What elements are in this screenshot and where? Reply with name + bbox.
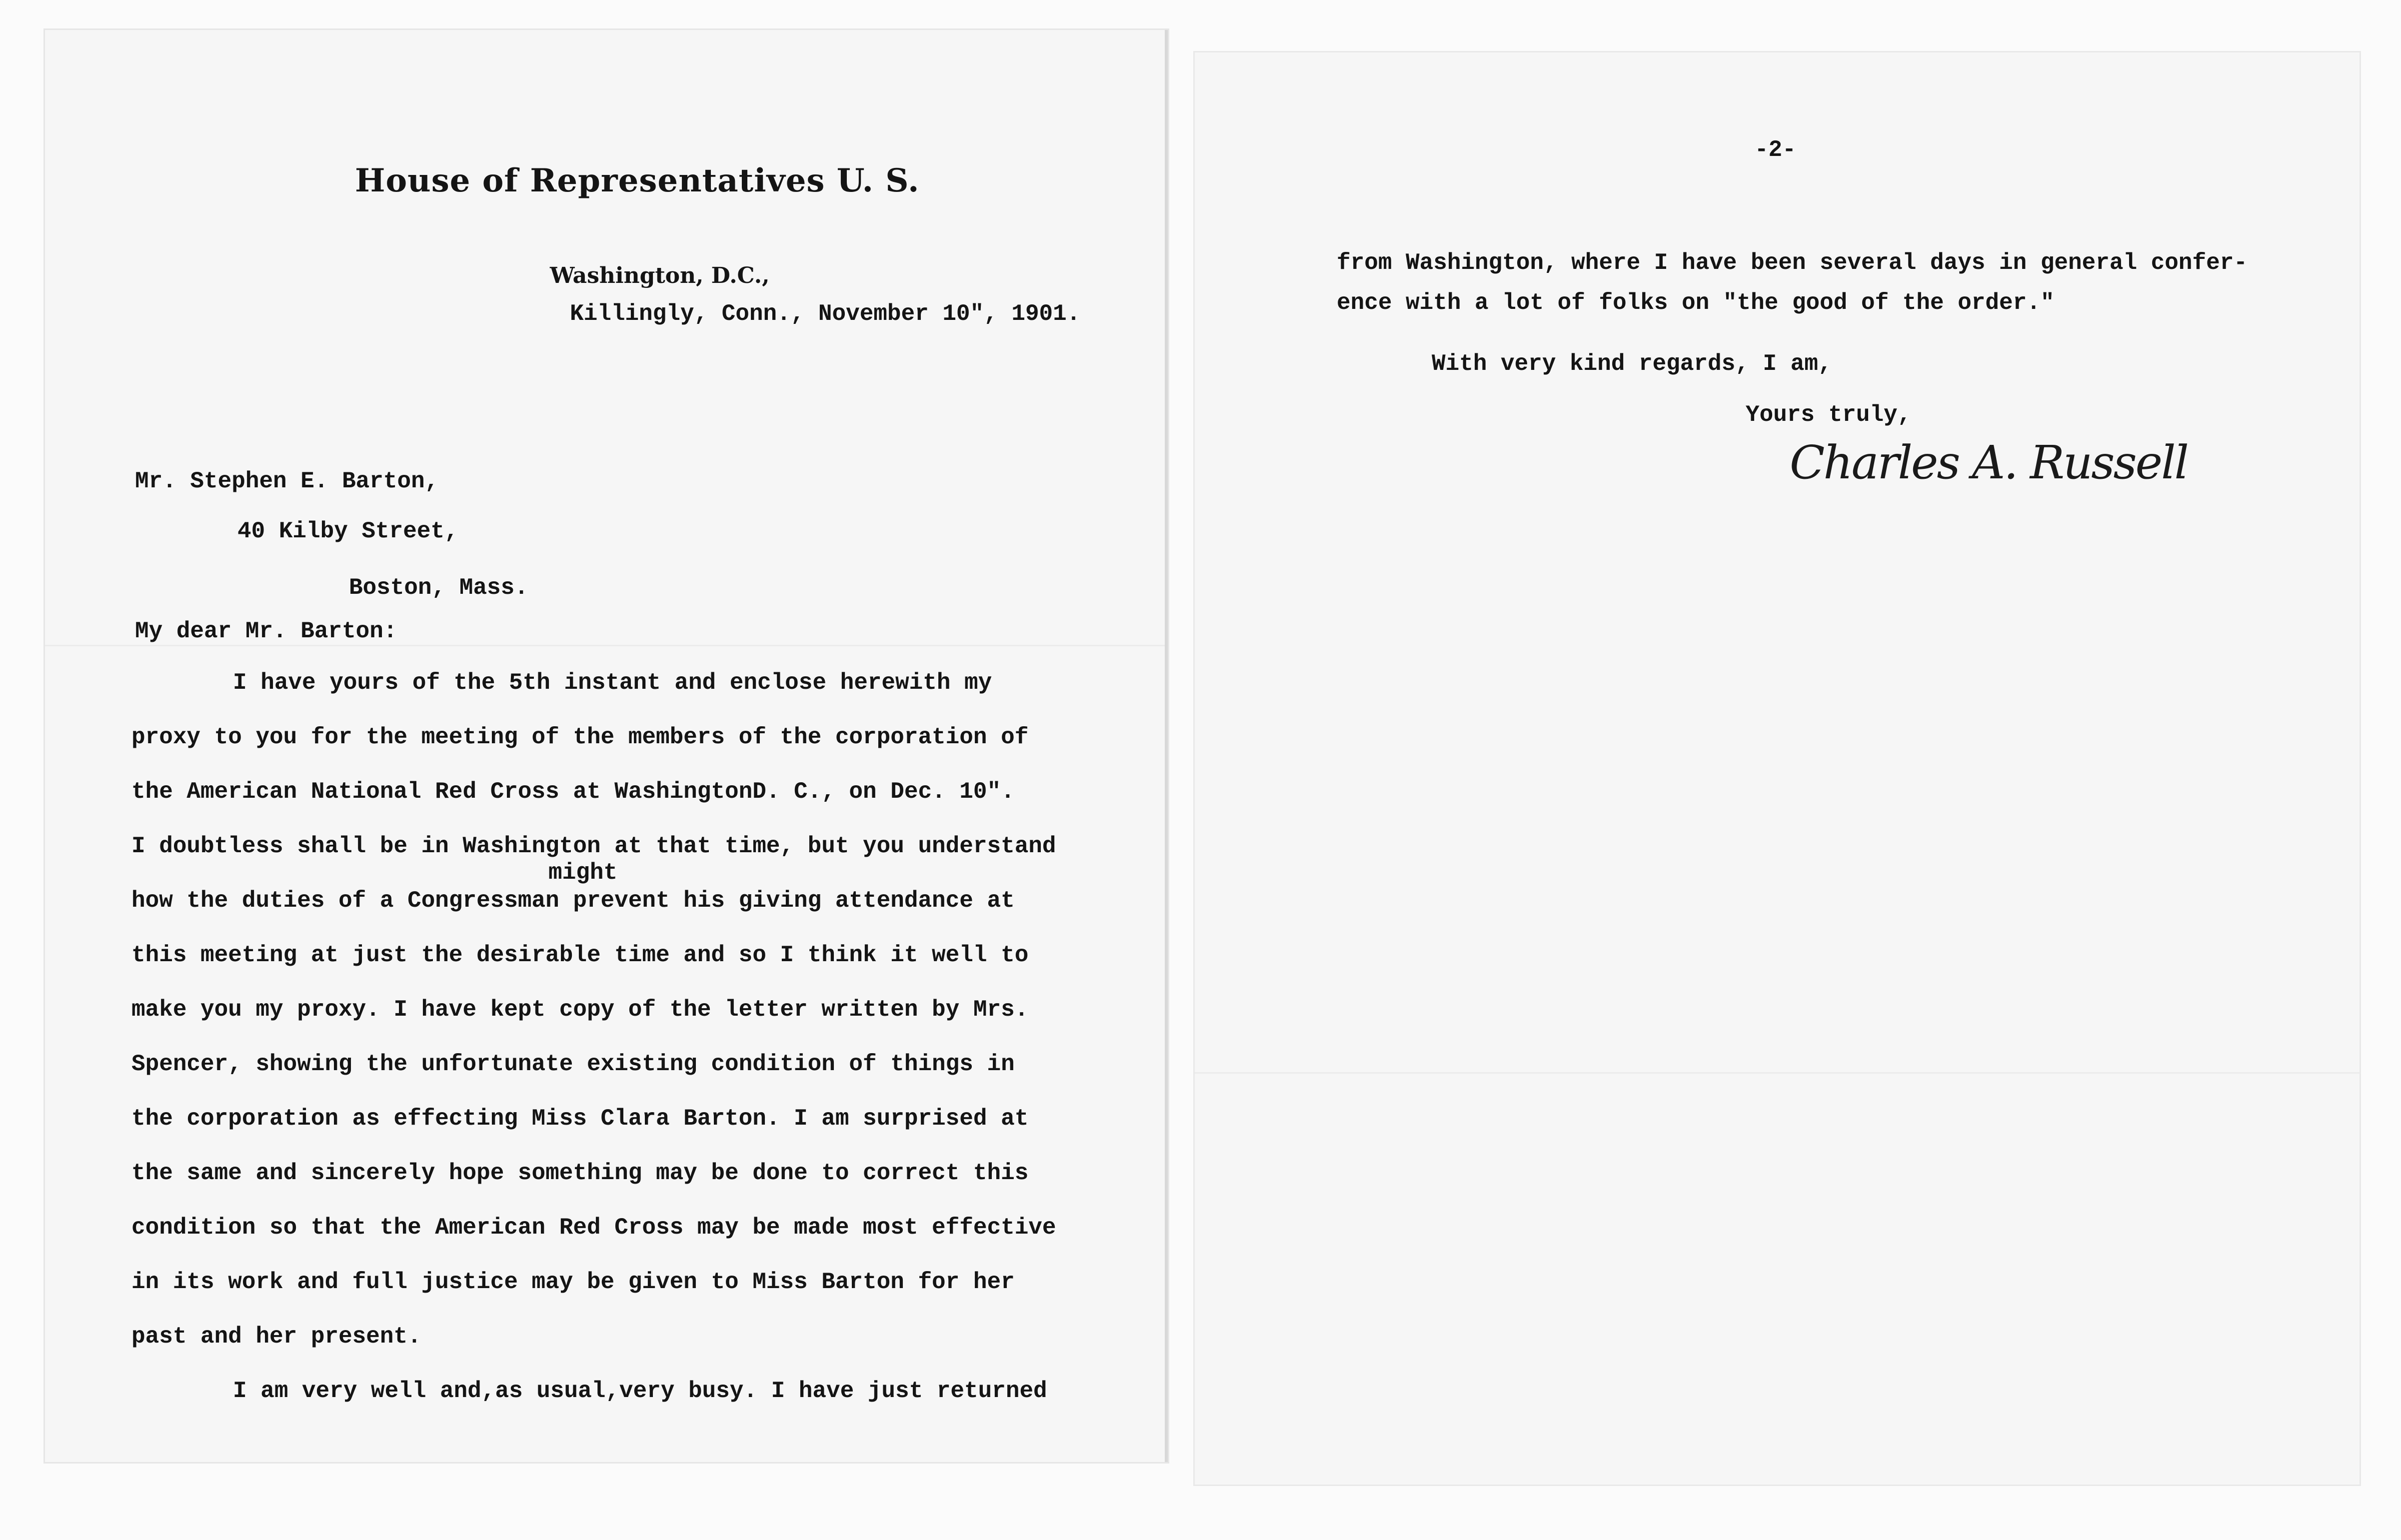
address-line-2: 40 Kilby Street, bbox=[237, 518, 458, 544]
body-line: ence with a lot of folks on "the good of the order." bbox=[1337, 290, 2055, 316]
body-line bbox=[131, 928, 1181, 983]
dateline: Killingly, Conn., November 10", 1901. bbox=[570, 301, 1081, 327]
body-line-text: make you my proxy. I have kept copy of the letter written by Mrs. bbox=[131, 997, 1029, 1023]
body-line bbox=[131, 983, 1181, 1037]
body-line bbox=[131, 1037, 1181, 1092]
address-line-3: Boston, Mass. bbox=[349, 575, 528, 601]
closing-line: With very kind regards, I am, bbox=[1432, 351, 1832, 377]
body-line: from Washington, where I have been several days in general confer- bbox=[1337, 250, 2248, 276]
letterhead: House of Representatives U. S. bbox=[355, 162, 920, 199]
interlinear-insert: might bbox=[548, 860, 618, 886]
letterhead-city: Washington, D.C., bbox=[550, 263, 770, 288]
body-line bbox=[131, 1092, 1181, 1146]
address-line-1: Mr. Stephen E. Barton, bbox=[135, 468, 439, 494]
letter-page-1 bbox=[45, 30, 1168, 1462]
body-line bbox=[131, 765, 1181, 819]
body-line-text: the American National Red Cross at WashingtonD. C., on Dec. 10". bbox=[131, 779, 1015, 805]
body-line-text: I am very well and,as usual,very busy. I have just returned bbox=[233, 1378, 1047, 1404]
body-line-text: the corporation as effecting Miss Clara Barton. I am surprised at bbox=[131, 1106, 1029, 1132]
body-line bbox=[131, 710, 1181, 765]
fold-crease bbox=[1195, 1072, 2360, 1074]
body-line-text: condition so that the American Red Cross may be made most effective bbox=[131, 1215, 1056, 1241]
body-line bbox=[131, 1146, 1181, 1201]
body-line bbox=[131, 1201, 1181, 1255]
body-line bbox=[131, 1364, 1181, 1419]
body-line-text: I doubtless shall be in Washington at that time, but you understand bbox=[131, 833, 1056, 859]
letter-body bbox=[131, 656, 1181, 1419]
body-line-text: past and her present. bbox=[131, 1324, 421, 1350]
body-line bbox=[131, 1310, 1181, 1364]
body-line-text: this meeting at just the desirable time and so I think it well to bbox=[131, 942, 1029, 968]
body-line-text: I have yours of the 5th instant and enclose herewith my bbox=[233, 670, 992, 696]
body-line bbox=[131, 656, 1181, 710]
signature: Charles A. Russell bbox=[1790, 436, 2188, 489]
body-line-text: Spencer, showing the unfortunate existing condition of things in bbox=[131, 1051, 1015, 1077]
complimentary-close: Yours truly, bbox=[1746, 402, 1912, 428]
body-line-text: how the duties of a Congressman prevent his giving attendance at bbox=[131, 888, 1015, 914]
fold-crease bbox=[45, 645, 1165, 646]
page-number: -2- bbox=[1755, 137, 1796, 163]
body-line bbox=[131, 819, 1181, 874]
salutation: My dear Mr. Barton: bbox=[135, 618, 397, 644]
letter-page-2 bbox=[1195, 52, 2360, 1485]
body-line-text: in its work and full justice may be given to Miss Barton for her bbox=[131, 1269, 1015, 1295]
body-line bbox=[131, 1255, 1181, 1310]
body-line-text: proxy to you for the meeting of the members of the corporation of bbox=[131, 724, 1029, 750]
body-line-text: the same and sincerely hope something may be done to correct this bbox=[131, 1160, 1029, 1186]
body-line bbox=[131, 874, 1181, 928]
